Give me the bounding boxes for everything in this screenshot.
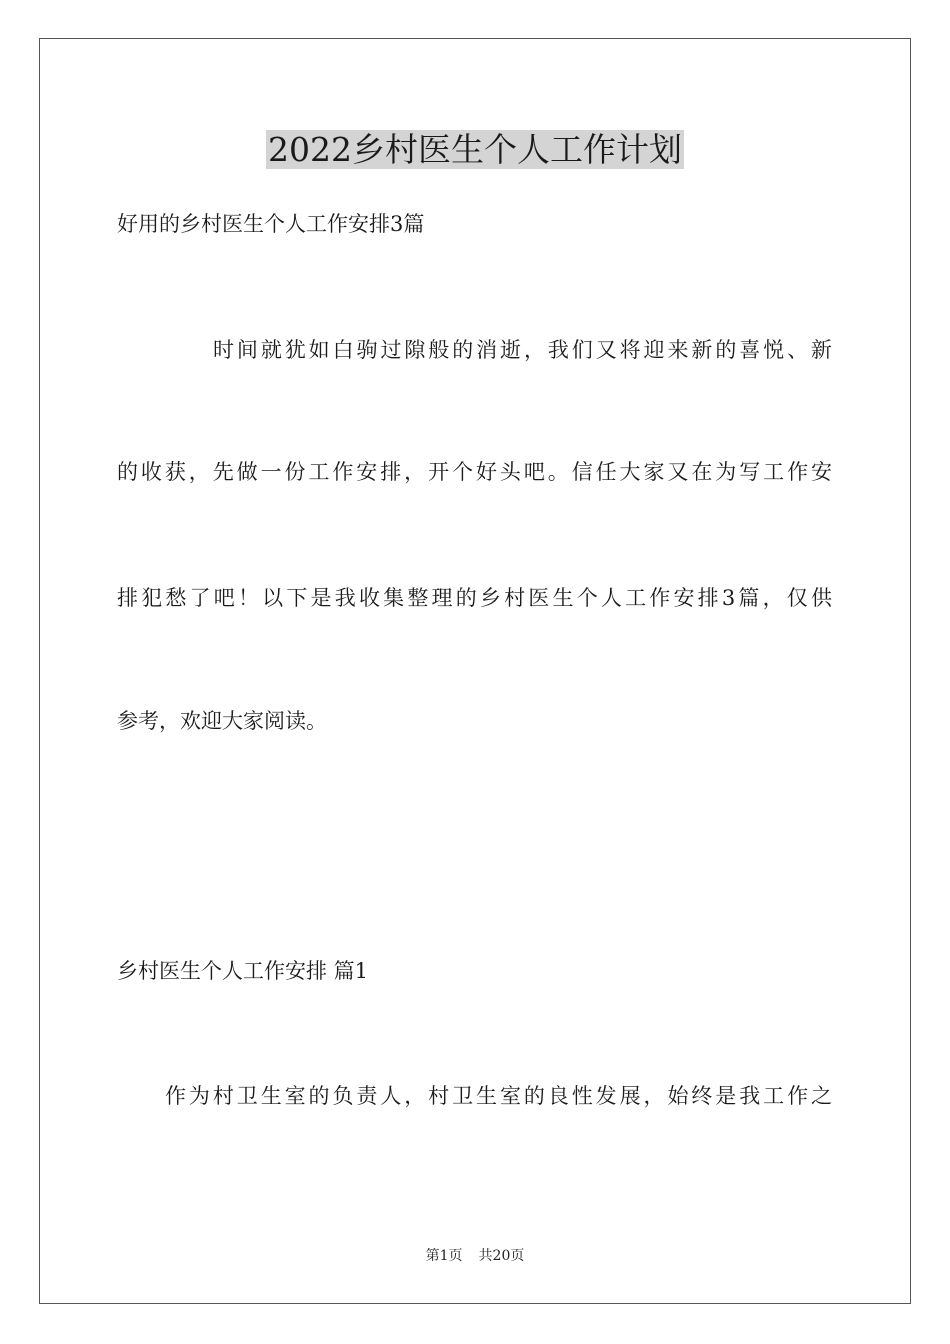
- intro-line-3: 排犯愁了吧！以下是我收集整理的乡村医生个人工作安排3篇，仅供: [117, 586, 832, 610]
- intro-line-1: 时间就犹如白驹过隙般的消逝，我们又将迎来新的喜悦、新: [213, 338, 832, 362]
- intro-line-4: 参考，欢迎大家阅读。: [117, 709, 327, 733]
- page-number: 第1页: [425, 1248, 463, 1264]
- section-heading: 乡村医生个人工作安排 篇1: [117, 959, 369, 983]
- intro-line-2: 的收获，先做一份工作安排，开个好头吧。信任大家又在为写工作安: [117, 460, 832, 484]
- document-subtitle: 好用的乡村医生个人工作安排3篇: [117, 212, 425, 236]
- page-footer: [0, 1246, 950, 1266]
- page-total: 共20页: [478, 1248, 525, 1264]
- section-paragraph-line-1: 作为村卫生室的负责人，村卫生室的良性发展，始终是我工作之: [165, 1084, 832, 1108]
- document-title: [0, 128, 950, 172]
- document-title-text: 2022乡村医生个人工作计划: [268, 130, 682, 169]
